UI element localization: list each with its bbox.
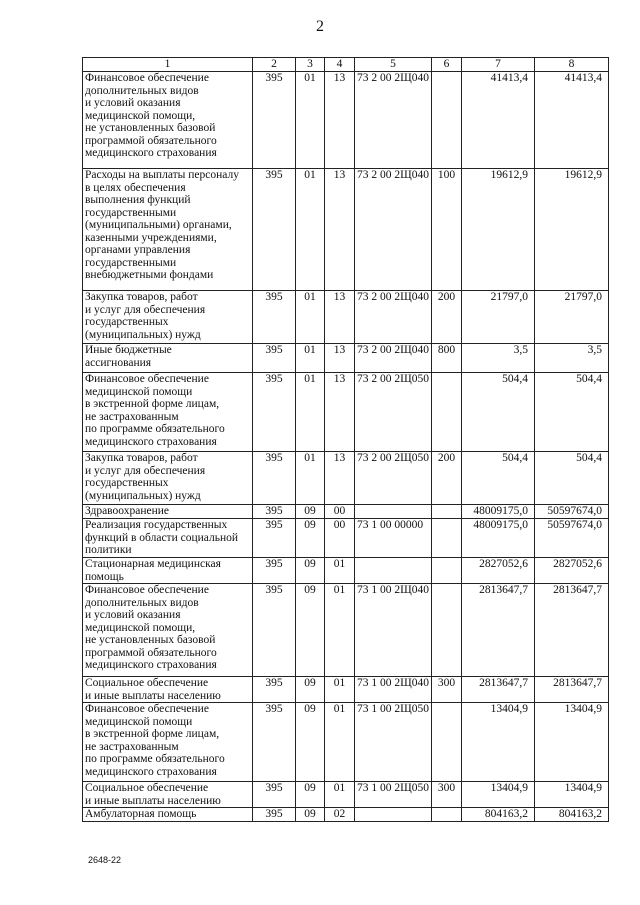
- item-name: Закупка товаров, работ и услуг для обеспечения государственных (муниципальных) нужд: [83, 452, 253, 505]
- amount-col7: 2813647,7: [462, 584, 535, 677]
- code-section: 01: [296, 72, 325, 169]
- header-cell: 8: [535, 58, 609, 72]
- code-section: 01: [296, 169, 325, 291]
- amount-col8: 2813647,7: [535, 584, 609, 677]
- amount-col7: 41413,4: [462, 72, 535, 169]
- item-name: Стационарная медицинская помощь: [83, 558, 253, 584]
- code-ministry: 395: [253, 558, 296, 584]
- code-section: 09: [296, 505, 325, 519]
- table-row: [83, 505, 609, 519]
- amount-col8: 50597674,0: [535, 519, 609, 558]
- code-target: 73 1 00 2Щ050: [355, 782, 432, 808]
- code-ministry: 395: [253, 808, 296, 822]
- header-cell: 2: [253, 58, 296, 72]
- code-subsection: 13: [325, 344, 355, 373]
- amount-col7: 13404,9: [462, 782, 535, 808]
- amount-col7: 48009175,0: [462, 505, 535, 519]
- amount-col8: 13404,9: [535, 782, 609, 808]
- code-subsection: 13: [325, 373, 355, 452]
- code-subsection: 02: [325, 808, 355, 822]
- code-subsection: 00: [325, 519, 355, 558]
- amount-col8: 804163,2: [535, 808, 609, 822]
- amount-col7: 3,5: [462, 344, 535, 373]
- code-ministry: 395: [253, 169, 296, 291]
- item-name: Финансовое обеспечение дополнительных видов и условий оказания медицинской помощи, не установленных базовой программой обязательного медицинского страхования: [83, 584, 253, 677]
- code-subsection: 13: [325, 72, 355, 169]
- code-section: 01: [296, 452, 325, 505]
- table-row: [83, 677, 609, 703]
- code-expense-type: [432, 72, 462, 169]
- code-target: 73 2 00 2Щ040: [355, 72, 432, 169]
- table-row: [83, 72, 609, 169]
- header-cell: 4: [325, 58, 355, 72]
- code-section: 09: [296, 703, 325, 782]
- code-target: 73 1 00 00000: [355, 519, 432, 558]
- header-cell: 7: [462, 58, 535, 72]
- amount-col7: 504,4: [462, 373, 535, 452]
- item-name: Финансовое обеспечение медицинской помощи в экстренной форме лицам, не застрахованным по программе обязательного медицинского страхования: [83, 373, 253, 452]
- header-row: [83, 58, 609, 72]
- code-expense-type: [432, 505, 462, 519]
- code-expense-type: [432, 373, 462, 452]
- code-target: [355, 558, 432, 584]
- code-target: 73 1 00 2Щ040: [355, 584, 432, 677]
- code-section: 01: [296, 291, 325, 344]
- code-section: 09: [296, 782, 325, 808]
- table-row: [83, 584, 609, 677]
- table-row: [83, 558, 609, 584]
- code-expense-type: 300: [432, 677, 462, 703]
- document-code: 2648-22: [88, 855, 122, 865]
- code-expense-type: [432, 558, 462, 584]
- amount-col8: 19612,9: [535, 169, 609, 291]
- code-ministry: 395: [253, 677, 296, 703]
- code-target: 73 2 00 2Щ050: [355, 452, 432, 505]
- code-expense-type: [432, 584, 462, 677]
- code-section: 09: [296, 558, 325, 584]
- code-subsection: 01: [325, 558, 355, 584]
- code-subsection: 00: [325, 505, 355, 519]
- item-name: Реализация государственных функций в области социальной политики: [83, 519, 253, 558]
- item-name: Здравоохранение: [83, 505, 253, 519]
- code-section: 09: [296, 677, 325, 703]
- code-target: 73 1 00 2Щ050: [355, 703, 432, 782]
- header-cell: 3: [296, 58, 325, 72]
- code-section: 09: [296, 584, 325, 677]
- code-subsection: 01: [325, 677, 355, 703]
- table-row: [83, 291, 609, 344]
- amount-col8: 504,4: [535, 452, 609, 505]
- code-target: [355, 808, 432, 822]
- code-subsection: 01: [325, 703, 355, 782]
- table-row: [83, 373, 609, 452]
- code-expense-type: [432, 808, 462, 822]
- code-ministry: 395: [253, 344, 296, 373]
- item-name: Социальное обеспечение и иные выплаты населению: [83, 677, 253, 703]
- item-name: Социальное обеспечение и иные выплаты населению: [83, 782, 253, 808]
- code-target: 73 2 00 2Щ040: [355, 291, 432, 344]
- code-expense-type: [432, 703, 462, 782]
- header-cell: 1: [83, 58, 253, 72]
- item-name: Закупка товаров, работ и услуг для обеспечения государственных (муниципальных) нужд: [83, 291, 253, 344]
- header-cell: 5: [355, 58, 432, 72]
- amount-col8: 21797,0: [535, 291, 609, 344]
- code-subsection: 13: [325, 291, 355, 344]
- code-subsection: 13: [325, 169, 355, 291]
- code-expense-type: 200: [432, 291, 462, 344]
- code-expense-type: 200: [432, 452, 462, 505]
- code-ministry: 395: [253, 72, 296, 169]
- budget-table: [82, 57, 609, 822]
- table-row: [83, 169, 609, 291]
- table-row: [83, 344, 609, 373]
- amount-col7: 2827052,6: [462, 558, 535, 584]
- amount-col8: 2813647,7: [535, 677, 609, 703]
- code-target: 73 2 00 2Щ040: [355, 344, 432, 373]
- table-row: [83, 703, 609, 782]
- item-name: Финансовое обеспечение медицинской помощи в экстренной форме лицам, не застрахованным по программе обязательного медицинского страхования: [83, 703, 253, 782]
- amount-col7: 804163,2: [462, 808, 535, 822]
- code-target: 73 2 00 2Щ050: [355, 373, 432, 452]
- item-name: Иные бюджетные ассигнования: [83, 344, 253, 373]
- code-ministry: 395: [253, 519, 296, 558]
- code-section: 01: [296, 344, 325, 373]
- code-expense-type: 100: [432, 169, 462, 291]
- code-subsection: 01: [325, 584, 355, 677]
- amount-col7: 13404,9: [462, 703, 535, 782]
- table-row: [83, 782, 609, 808]
- item-name: Амбулаторная помощь: [83, 808, 253, 822]
- amount-col7: 2813647,7: [462, 677, 535, 703]
- code-subsection: 01: [325, 782, 355, 808]
- amount-col8: 41413,4: [535, 72, 609, 169]
- amount-col7: 19612,9: [462, 169, 535, 291]
- code-target: 73 1 00 2Щ040: [355, 677, 432, 703]
- code-ministry: 395: [253, 291, 296, 344]
- code-ministry: 395: [253, 373, 296, 452]
- code-section: 09: [296, 808, 325, 822]
- amount-col8: 50597674,0: [535, 505, 609, 519]
- amount-col8: 2827052,6: [535, 558, 609, 584]
- amount-col8: 3,5: [535, 344, 609, 373]
- amount-col7: 48009175,0: [462, 519, 535, 558]
- code-ministry: 395: [253, 703, 296, 782]
- code-expense-type: [432, 519, 462, 558]
- code-ministry: 395: [253, 452, 296, 505]
- table-row: [83, 808, 609, 822]
- code-expense-type: 300: [432, 782, 462, 808]
- item-name: Финансовое обеспечение дополнительных видов и условий оказания медицинской помощи, не установленных базовой программой обязательного медицинского страхования: [83, 72, 253, 169]
- header-cell: 6: [432, 58, 462, 72]
- page-number: 2: [316, 18, 324, 35]
- code-target: [355, 505, 432, 519]
- amount-col8: 13404,9: [535, 703, 609, 782]
- table-row: [83, 519, 609, 558]
- code-ministry: 395: [253, 505, 296, 519]
- code-section: 09: [296, 519, 325, 558]
- item-name: Расходы на выплаты персоналу в целях обеспечения выполнения функций государственными (муниципальными) органами, казенными учреждениями, органами управления государственными внебюджетными фондами: [83, 169, 253, 291]
- code-ministry: 395: [253, 584, 296, 677]
- amount-col8: 504,4: [535, 373, 609, 452]
- table-row: [83, 452, 609, 505]
- amount-col7: 21797,0: [462, 291, 535, 344]
- code-subsection: 13: [325, 452, 355, 505]
- code-target: 73 2 00 2Щ040: [355, 169, 432, 291]
- code-ministry: 395: [253, 782, 296, 808]
- code-section: 01: [296, 373, 325, 452]
- amount-col7: 504,4: [462, 452, 535, 505]
- code-expense-type: 800: [432, 344, 462, 373]
